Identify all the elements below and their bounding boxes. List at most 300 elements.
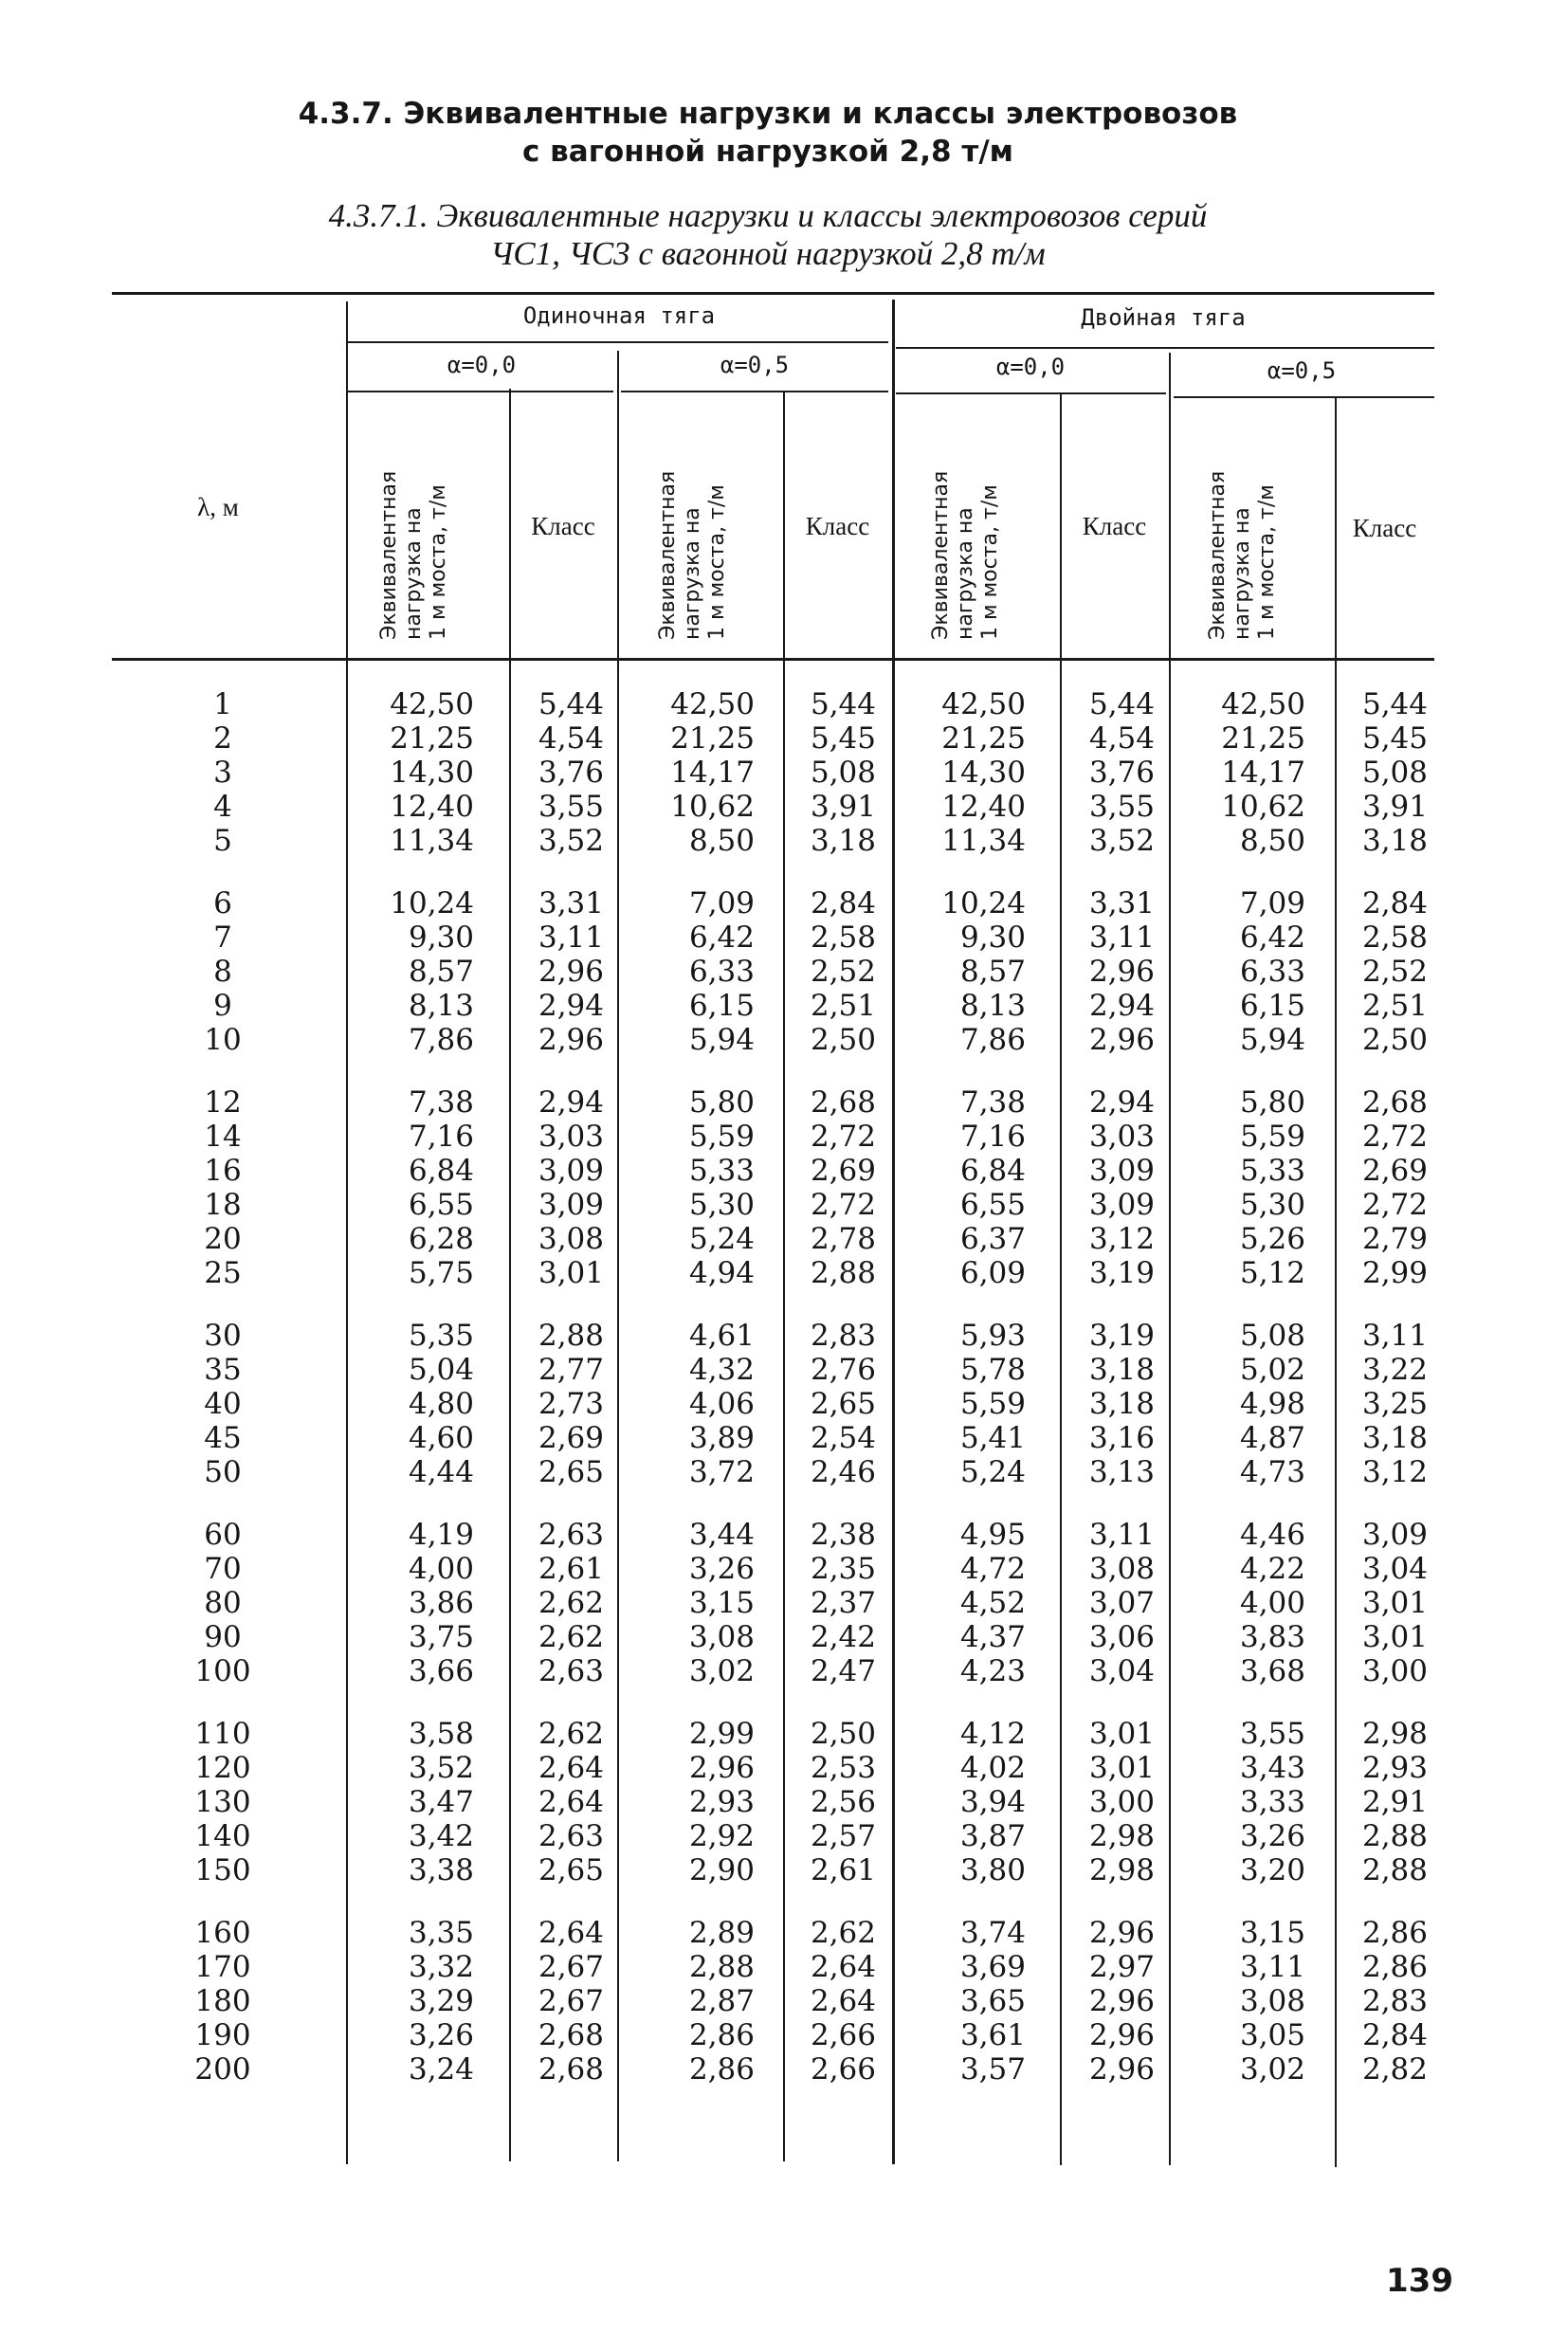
table-cell: 3,89 bbox=[688, 1421, 755, 1455]
table-cell: 5,59 bbox=[1239, 1120, 1305, 1154]
table-cell: 2,64 bbox=[538, 1751, 604, 1785]
table-cell: 2,86 bbox=[1361, 1950, 1428, 1984]
double-alpha-0-header: α=0,0 bbox=[995, 354, 1066, 380]
table-cell: 8 bbox=[213, 955, 232, 989]
row-group bbox=[1066, 886, 1155, 1057]
table-cell: 3,11 bbox=[1239, 1950, 1305, 1984]
table-cell: 4,52 bbox=[959, 1586, 1026, 1620]
load-header-line3: 1 м моста, т/м bbox=[705, 484, 729, 640]
table-cell: 2,69 bbox=[538, 1421, 604, 1455]
row-group bbox=[789, 1916, 876, 2087]
table-cell: 5,24 bbox=[688, 1222, 755, 1256]
table-cell: 200 bbox=[194, 2052, 251, 2087]
table-cell: 4,60 bbox=[408, 1421, 474, 1455]
row-group bbox=[633, 1518, 755, 1688]
row-group bbox=[1066, 687, 1155, 858]
table-cell: 3,18 bbox=[1361, 1421, 1428, 1455]
table-cell: 3,13 bbox=[1088, 1455, 1155, 1489]
alpha-rule-double-05 bbox=[1174, 396, 1434, 398]
table-cell: 3,55 bbox=[538, 790, 604, 824]
table-cell: 2,52 bbox=[1361, 955, 1428, 989]
table-cell: 2,64 bbox=[538, 1916, 604, 1950]
table-cell: 3,02 bbox=[688, 1654, 755, 1688]
table-cell: 3,09 bbox=[538, 1188, 604, 1222]
table-cell: 3,19 bbox=[1088, 1319, 1155, 1353]
row-group bbox=[1066, 1717, 1155, 1887]
table-cell: 3,26 bbox=[1239, 1819, 1305, 1853]
table-cell: 2,50 bbox=[810, 1717, 876, 1751]
table-cell: 2,65 bbox=[538, 1455, 604, 1489]
table-cell: 2,69 bbox=[1361, 1154, 1428, 1188]
table-cell: 5,02 bbox=[1239, 1353, 1305, 1387]
table-cell: 8,57 bbox=[408, 955, 474, 989]
table-cell: 14 bbox=[204, 1120, 242, 1154]
table-cell: 2,72 bbox=[810, 1188, 876, 1222]
table-cell: 2,90 bbox=[688, 1853, 755, 1887]
load-header-line3: 1 м моста, т/м bbox=[978, 484, 1002, 640]
table-cell: 2,86 bbox=[1361, 1916, 1428, 1950]
table-cell: 14,30 bbox=[390, 756, 474, 790]
table-cell: 42,50 bbox=[941, 687, 1026, 721]
row-group bbox=[789, 1518, 876, 1688]
table-cell: 2,68 bbox=[538, 2018, 604, 2052]
table-cell: 3,05 bbox=[1239, 2018, 1305, 2052]
table-cell: 2,83 bbox=[810, 1319, 876, 1353]
table-cell: 3,44 bbox=[688, 1518, 755, 1552]
table-cell: 3,18 bbox=[1088, 1353, 1155, 1387]
table-cell: 2,63 bbox=[538, 1654, 604, 1688]
row-group bbox=[1340, 687, 1428, 858]
row-group bbox=[1185, 1916, 1305, 2087]
table-cell: 2,54 bbox=[810, 1421, 876, 1455]
row-group bbox=[517, 886, 604, 1057]
table-cell: 3,74 bbox=[959, 1916, 1026, 1950]
table-cell: 3,01 bbox=[1088, 1717, 1155, 1751]
alpha-rule-single-0 bbox=[346, 391, 613, 392]
table-cell: 3,08 bbox=[538, 1222, 604, 1256]
table-cell: 16 bbox=[204, 1154, 242, 1188]
table-cell: 2,62 bbox=[538, 1717, 604, 1751]
table-cell: 5,44 bbox=[1088, 687, 1155, 721]
table-cell: 100 bbox=[194, 1654, 251, 1688]
row-group bbox=[360, 1085, 474, 1290]
table-cell: 5,30 bbox=[1239, 1188, 1305, 1222]
table-cell: 3,11 bbox=[1088, 1518, 1155, 1552]
row-group bbox=[633, 1319, 755, 1489]
table-cell: 21,25 bbox=[1221, 721, 1305, 756]
page-number: 139 bbox=[1386, 2262, 1453, 2300]
table-cell: 8,57 bbox=[959, 955, 1026, 989]
row-group bbox=[1185, 1717, 1305, 1887]
row-group bbox=[789, 1319, 876, 1489]
table-cell: 5,94 bbox=[688, 1023, 755, 1057]
row-group bbox=[789, 1085, 876, 1290]
table-cell: 2,68 bbox=[1361, 1085, 1428, 1120]
table-cell: 3,57 bbox=[959, 2052, 1026, 2087]
table-cell: 3,58 bbox=[408, 1717, 474, 1751]
table-cell: 2,72 bbox=[810, 1120, 876, 1154]
row-group bbox=[1340, 1319, 1428, 1489]
lambda-column bbox=[171, 687, 275, 2115]
table-cell: 2,82 bbox=[1361, 2052, 1428, 2087]
row-group bbox=[910, 1518, 1026, 1688]
table-cell: 5,44 bbox=[538, 687, 604, 721]
row-group bbox=[1185, 1518, 1305, 1688]
table-cell: 5,93 bbox=[959, 1319, 1026, 1353]
table-cell: 11,34 bbox=[390, 824, 474, 858]
table-cell: 3,15 bbox=[688, 1586, 755, 1620]
row-group bbox=[789, 1717, 876, 1887]
row-group bbox=[171, 1916, 275, 2087]
table-cell: 5,80 bbox=[688, 1085, 755, 1120]
table-cell: 4,12 bbox=[959, 1717, 1026, 1751]
row-group bbox=[789, 687, 876, 858]
table-cell: 4,54 bbox=[1088, 721, 1155, 756]
row-group bbox=[910, 1916, 1026, 2087]
table-cell: 170 bbox=[194, 1950, 251, 1984]
double-traction-rule bbox=[896, 347, 1434, 349]
table-cell: 3,08 bbox=[1088, 1552, 1155, 1586]
table-caption bbox=[256, 197, 1280, 273]
alpha-rule-double-0 bbox=[896, 392, 1166, 394]
table-cell: 18 bbox=[204, 1188, 242, 1222]
table-cell: 3,29 bbox=[408, 1984, 474, 2018]
table-cell: 20 bbox=[204, 1222, 242, 1256]
table-cell: 2,88 bbox=[538, 1319, 604, 1353]
table-cell: 10,24 bbox=[390, 886, 474, 920]
table-cell: 2,38 bbox=[810, 1518, 876, 1552]
table-cell: 3,09 bbox=[1361, 1518, 1428, 1552]
table-cell: 2,98 bbox=[1088, 1853, 1155, 1887]
table-cell: 2,58 bbox=[810, 920, 876, 955]
table-cell: 2,94 bbox=[1088, 989, 1155, 1023]
table-cell: 7,86 bbox=[959, 1023, 1026, 1057]
load-header-line1: Эквивалентная bbox=[929, 470, 953, 640]
table-cell: 3,01 bbox=[1361, 1620, 1428, 1654]
table-cell: 3,31 bbox=[1088, 886, 1155, 920]
single-alpha-05-class-header: Класс bbox=[805, 512, 870, 540]
table-cell: 3,08 bbox=[688, 1620, 755, 1654]
table-cell: 2,98 bbox=[1088, 1819, 1155, 1853]
table-cell: 4,72 bbox=[959, 1552, 1026, 1586]
table-cell: 2,88 bbox=[810, 1256, 876, 1290]
table-cell: 3,03 bbox=[538, 1120, 604, 1154]
table-cell: 2,93 bbox=[1361, 1751, 1428, 1785]
table-cell: 2,89 bbox=[688, 1916, 755, 1950]
load-header-line1: Эквивалентная bbox=[377, 470, 401, 640]
row-group bbox=[633, 1916, 755, 2087]
table-cell: 42,50 bbox=[1221, 687, 1305, 721]
table-cell: 4,73 bbox=[1239, 1455, 1305, 1489]
table-cell: 2,62 bbox=[538, 1586, 604, 1620]
table-cell: 3,08 bbox=[1239, 1984, 1305, 2018]
table-cell: 7,38 bbox=[959, 1085, 1026, 1120]
double-alpha-05-load-column bbox=[1185, 687, 1305, 2115]
row-group bbox=[1340, 1916, 1428, 2087]
table-cell: 2,64 bbox=[810, 1950, 876, 1984]
table-cell: 14,30 bbox=[941, 756, 1026, 790]
table-cell: 2,96 bbox=[688, 1751, 755, 1785]
table-cell: 3,18 bbox=[1088, 1387, 1155, 1421]
table-cell: 7,86 bbox=[408, 1023, 474, 1057]
table-cell: 5,59 bbox=[959, 1387, 1026, 1421]
table-cell: 3,12 bbox=[1361, 1455, 1428, 1489]
load-header-line1: Эквивалентная bbox=[656, 470, 680, 640]
table-cell: 5,35 bbox=[408, 1319, 474, 1353]
table-cell: 7 bbox=[213, 920, 232, 955]
row-group bbox=[171, 1717, 275, 1887]
table-cell: 2,96 bbox=[1088, 1916, 1155, 1950]
table-cell: 5,08 bbox=[1239, 1319, 1305, 1353]
double-alpha-0-class-header: Класс bbox=[1082, 512, 1147, 540]
table-cell: 120 bbox=[194, 1751, 251, 1785]
table-cell: 3,35 bbox=[408, 1916, 474, 1950]
table-cell: 2,86 bbox=[688, 2018, 755, 2052]
table-cell: 10,62 bbox=[670, 790, 755, 824]
row-group bbox=[1185, 687, 1305, 858]
table-cell: 12,40 bbox=[390, 790, 474, 824]
table-cell: 2,46 bbox=[810, 1455, 876, 1489]
table-cell: 2,91 bbox=[1361, 1785, 1428, 1819]
table-cell: 2,98 bbox=[1361, 1717, 1428, 1751]
table-cell: 10 bbox=[204, 1023, 242, 1057]
table-cell: 2,51 bbox=[810, 989, 876, 1023]
table-cell: 2,72 bbox=[1361, 1120, 1428, 1154]
table-cell: 2,97 bbox=[1088, 1950, 1155, 1984]
table-cell: 5,80 bbox=[1239, 1085, 1305, 1120]
table-cell: 2,93 bbox=[688, 1785, 755, 1819]
table-cell: 2,51 bbox=[1361, 989, 1428, 1023]
table-cell: 6,15 bbox=[688, 989, 755, 1023]
table-cell: 4,23 bbox=[959, 1654, 1026, 1688]
table-cell: 150 bbox=[194, 1853, 251, 1887]
table-cell: 1 bbox=[213, 687, 232, 721]
single-alpha-0-class-header: Класс bbox=[531, 512, 595, 540]
table-cell: 3,65 bbox=[959, 1984, 1026, 2018]
table-cell: 2,64 bbox=[538, 1785, 604, 1819]
table-cell: 2,68 bbox=[538, 2052, 604, 2087]
table-cell: 60 bbox=[204, 1518, 242, 1552]
table-cell: 4,80 bbox=[408, 1387, 474, 1421]
table-caption-line1: 4.3.7.1. Эквивалентные нагрузки и классы электровозов серий bbox=[328, 197, 1208, 234]
row-group bbox=[360, 1916, 474, 2087]
table-cell: 40 bbox=[204, 1387, 242, 1421]
table-cell: 4,02 bbox=[959, 1751, 1026, 1785]
section-title-line2: с вагонной нагрузкой 2,8 т/м bbox=[522, 135, 1013, 169]
table-cell: 5,12 bbox=[1239, 1256, 1305, 1290]
table-cell: 3,03 bbox=[1088, 1120, 1155, 1154]
table-cell: 4,37 bbox=[959, 1620, 1026, 1654]
table-cell: 3,18 bbox=[810, 824, 876, 858]
single-traction-rule bbox=[346, 341, 888, 343]
single-alpha-0-header: α=0,0 bbox=[447, 352, 517, 378]
table-cell: 3,52 bbox=[1088, 824, 1155, 858]
table-cell: 4,22 bbox=[1239, 1552, 1305, 1586]
table-cell: 30 bbox=[204, 1319, 242, 1353]
table-cell: 90 bbox=[204, 1620, 242, 1654]
table-cell: 2,76 bbox=[810, 1353, 876, 1387]
col-divider-8 bbox=[1335, 398, 1337, 2167]
table-cell: 3,09 bbox=[1088, 1154, 1155, 1188]
row-group bbox=[910, 687, 1026, 858]
single-alpha-0-class-column bbox=[517, 687, 604, 2115]
table-cell: 11,34 bbox=[941, 824, 1026, 858]
table-cell: 9,30 bbox=[408, 920, 474, 955]
col-divider-2 bbox=[509, 389, 511, 2161]
table-cell: 3,22 bbox=[1361, 1353, 1428, 1387]
table-cell: 3,19 bbox=[1088, 1256, 1155, 1290]
table-cell: 3,04 bbox=[1088, 1654, 1155, 1688]
section-title-line1: 4.3.7. Эквивалентные нагрузки и классы электровозов bbox=[298, 97, 1238, 131]
table-top-rule bbox=[112, 292, 1434, 295]
table-cell: 3,01 bbox=[1361, 1586, 1428, 1620]
table-cell: 7,16 bbox=[408, 1120, 474, 1154]
table-cell: 2,79 bbox=[1361, 1222, 1428, 1256]
table-cell: 21,25 bbox=[670, 721, 755, 756]
table-cell: 2,42 bbox=[810, 1620, 876, 1654]
row-group bbox=[171, 1085, 275, 1290]
col-divider-3 bbox=[617, 351, 619, 2161]
row-group bbox=[360, 1319, 474, 1489]
table-cell: 6,55 bbox=[408, 1188, 474, 1222]
table-cell: 2,57 bbox=[810, 1819, 876, 1853]
section-title bbox=[284, 95, 1251, 171]
table-cell: 6,28 bbox=[408, 1222, 474, 1256]
col-divider-6 bbox=[1060, 394, 1062, 2165]
table-cell: 3,11 bbox=[538, 920, 604, 955]
table-cell: 6,42 bbox=[1239, 920, 1305, 955]
table-cell: 2,63 bbox=[538, 1518, 604, 1552]
table-cell: 3,72 bbox=[688, 1455, 755, 1489]
table-cell: 3,26 bbox=[688, 1552, 755, 1586]
table-cell: 3,12 bbox=[1088, 1222, 1155, 1256]
table-cell: 4,00 bbox=[1239, 1586, 1305, 1620]
table-cell: 3,09 bbox=[1088, 1188, 1155, 1222]
table-cell: 2,66 bbox=[810, 2052, 876, 2087]
table-cell: 140 bbox=[194, 1819, 251, 1853]
table-cell: 45 bbox=[204, 1421, 242, 1455]
table-cell: 2,87 bbox=[688, 1984, 755, 2018]
table-cell: 5,26 bbox=[1239, 1222, 1305, 1256]
table-cell: 2,99 bbox=[688, 1717, 755, 1751]
double-alpha-05-header: α=0,5 bbox=[1267, 357, 1337, 384]
table-cell: 2,94 bbox=[538, 989, 604, 1023]
row-group bbox=[1185, 1319, 1305, 1489]
row-group bbox=[910, 1717, 1026, 1887]
table-cell: 2,88 bbox=[688, 1950, 755, 1984]
row-group bbox=[360, 1717, 474, 1887]
table-cell: 2,96 bbox=[538, 1023, 604, 1057]
row-group bbox=[789, 886, 876, 1057]
table-cell: 5,33 bbox=[1239, 1154, 1305, 1188]
col-divider-4 bbox=[783, 391, 785, 2161]
table-cell: 3,26 bbox=[408, 2018, 474, 2052]
alpha-rule-single-05 bbox=[621, 391, 888, 392]
table-cell: 3,47 bbox=[408, 1785, 474, 1819]
row-group bbox=[171, 886, 275, 1057]
table-cell: 3,00 bbox=[1361, 1654, 1428, 1688]
table-cell: 2,96 bbox=[1088, 1023, 1155, 1057]
table-cell: 3,87 bbox=[959, 1819, 1026, 1853]
row-group bbox=[171, 1319, 275, 1489]
table-cell: 6,33 bbox=[688, 955, 755, 989]
row-group bbox=[360, 1518, 474, 1688]
table-cell: 8,13 bbox=[408, 989, 474, 1023]
header-bottom-rule bbox=[112, 658, 1434, 661]
table-cell: 4,46 bbox=[1239, 1518, 1305, 1552]
row-group bbox=[1066, 1085, 1155, 1290]
table-cell: 7,09 bbox=[1239, 886, 1305, 920]
table-cell: 3,66 bbox=[408, 1654, 474, 1688]
table-cell: 2,66 bbox=[810, 2018, 876, 2052]
table-cell: 6,09 bbox=[959, 1256, 1026, 1290]
table-cell: 2,67 bbox=[538, 1950, 604, 1984]
table-cell: 2,83 bbox=[1361, 1984, 1428, 2018]
table-cell: 8,50 bbox=[1239, 824, 1305, 858]
table-cell: 4,87 bbox=[1239, 1421, 1305, 1455]
table-cell: 3,31 bbox=[538, 886, 604, 920]
table-cell: 4,54 bbox=[538, 721, 604, 756]
table-cell: 2,77 bbox=[538, 1353, 604, 1387]
table-cell: 2,84 bbox=[810, 886, 876, 920]
table-cell: 2 bbox=[213, 721, 232, 756]
load-header-line3: 1 м моста, т/м bbox=[1255, 484, 1279, 640]
table-cell: 3 bbox=[213, 756, 232, 790]
table-cell: 2,73 bbox=[538, 1387, 604, 1421]
lambda-header: λ, м bbox=[197, 493, 239, 521]
table-cell: 3,01 bbox=[538, 1256, 604, 1290]
table-cell: 2,50 bbox=[810, 1023, 876, 1057]
table-cell: 5,33 bbox=[688, 1154, 755, 1188]
table-caption-line2: ЧС1, ЧС3 с вагонной нагрузкой 2,8 т/м bbox=[490, 235, 1046, 272]
table-cell: 5,08 bbox=[1361, 756, 1428, 790]
table-cell: 3,55 bbox=[1239, 1717, 1305, 1751]
table-cell: 70 bbox=[204, 1552, 242, 1586]
table-cell: 2,47 bbox=[810, 1654, 876, 1688]
table-cell: 2,78 bbox=[810, 1222, 876, 1256]
table-cell: 2,84 bbox=[1361, 2018, 1428, 2052]
table-cell: 7,16 bbox=[959, 1120, 1026, 1154]
table-cell: 180 bbox=[194, 1984, 251, 2018]
table-cell: 5,45 bbox=[1361, 721, 1428, 756]
table-cell: 6 bbox=[213, 886, 232, 920]
table-cell: 2,35 bbox=[810, 1552, 876, 1586]
table-cell: 2,69 bbox=[810, 1154, 876, 1188]
table-cell: 2,94 bbox=[1088, 1085, 1155, 1120]
row-group bbox=[517, 1518, 604, 1688]
load-header-line2: нагрузка на bbox=[681, 507, 704, 640]
table-cell: 2,72 bbox=[1361, 1188, 1428, 1222]
table-cell: 3,38 bbox=[408, 1853, 474, 1887]
table-cell: 190 bbox=[194, 2018, 251, 2052]
table-cell: 2,62 bbox=[538, 1620, 604, 1654]
table-cell: 110 bbox=[194, 1717, 251, 1751]
double-traction-header: Двойная тяга bbox=[1081, 304, 1246, 331]
row-group bbox=[633, 886, 755, 1057]
table-cell: 3,76 bbox=[538, 756, 604, 790]
table-cell: 2,88 bbox=[1361, 1819, 1428, 1853]
table-cell: 4,61 bbox=[688, 1319, 755, 1353]
table-cell: 8,50 bbox=[688, 824, 755, 858]
table-cell: 5,78 bbox=[959, 1353, 1026, 1387]
table-cell: 130 bbox=[194, 1785, 251, 1819]
table-cell: 3,02 bbox=[1239, 2052, 1305, 2087]
table-cell: 3,07 bbox=[1088, 1586, 1155, 1620]
row-group bbox=[1066, 1518, 1155, 1688]
table-cell: 21,25 bbox=[941, 721, 1026, 756]
table-cell: 3,91 bbox=[810, 790, 876, 824]
table-cell: 2,94 bbox=[538, 1085, 604, 1120]
